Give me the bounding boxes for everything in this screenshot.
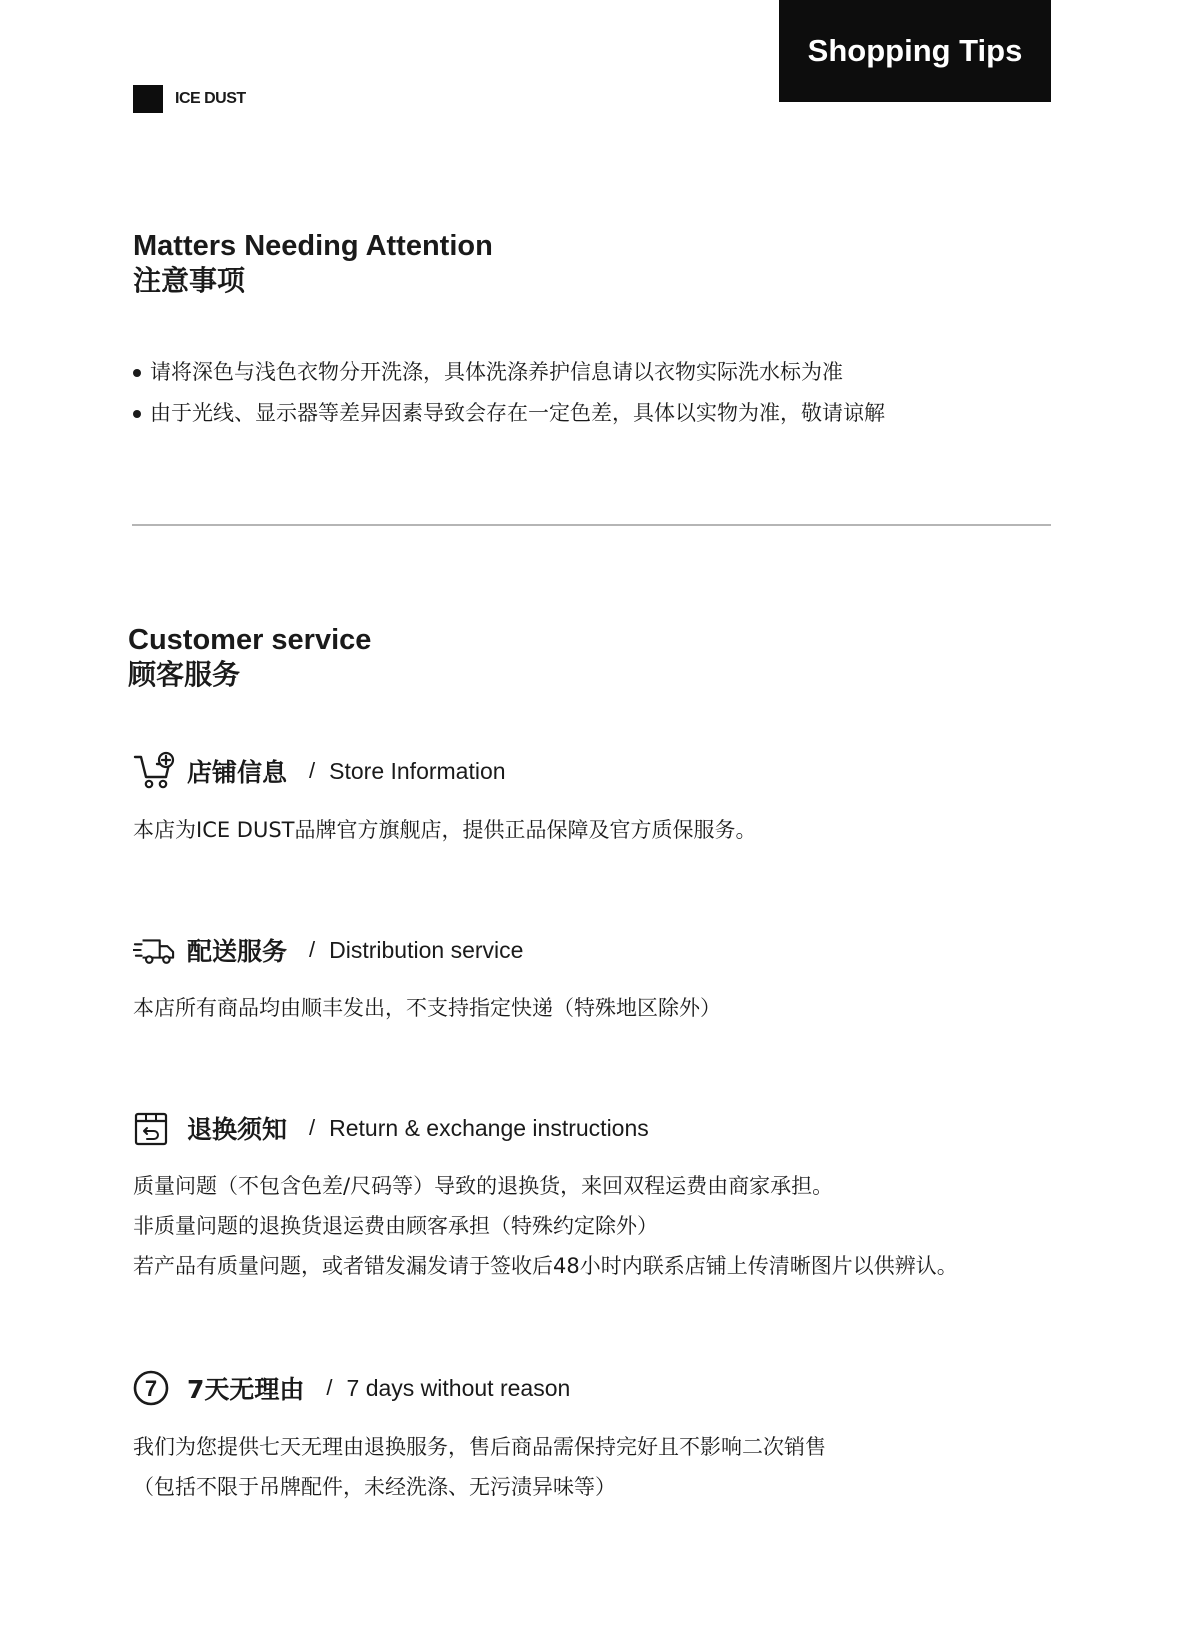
return-title-en: Return & exchange instructions [329, 1114, 649, 1141]
seven-icon-label: 7 [144, 1376, 158, 1401]
store-info-title-en: Store Information [329, 757, 506, 784]
return-box-icon [133, 1108, 175, 1148]
brand-name: ICE DUST [175, 90, 246, 107]
attention-title [133, 229, 493, 299]
section-divider [132, 524, 1051, 526]
seven-days-body [133, 1427, 826, 1507]
cart-plus-icon [133, 751, 175, 791]
brand-logo [133, 85, 246, 113]
list-item: 请将深色与浅色衣物分开洗涤，具体洗涤养护信息请以衣物实际洗水标为准 [133, 352, 885, 393]
body-line: 若产品有质量问题，或者错发漏发请于签收后48小时内联系店铺上传清晰图片以供辨认。 [133, 1254, 958, 1278]
body-line: 质量问题（不包含色差/尺码等）导致的退换货，来回双程运费由商家承担。 [133, 1174, 834, 1198]
return-heading [133, 1108, 649, 1148]
attention-title-cn: 注意事项 [133, 264, 246, 297]
body-line: （包括不限于吊牌配件，未经洗涤、无污渍异味等） [133, 1475, 616, 1499]
service-title-en: Customer service [128, 624, 372, 656]
shopping-tips-badge: Shopping Tips [779, 0, 1051, 102]
store-info-heading [133, 751, 506, 791]
distribution-body [133, 988, 721, 1028]
title-separator: / [309, 758, 316, 783]
title-separator: / [309, 937, 316, 962]
return-title-cn: 退换须知 [187, 1115, 288, 1144]
body-line: 本店所有商品均由顺丰发出，不支持指定快递（特殊地区除外） [133, 996, 721, 1020]
body-line: 非质量问题的退换货退运费由顾客承担（特殊约定除外） [133, 1214, 658, 1238]
body-line: 我们为您提供七天无理由退换服务，售后商品需保持完好且不影响二次销售 [133, 1435, 826, 1459]
return-body [133, 1166, 958, 1286]
bullet-dot-icon [133, 410, 141, 418]
seven-days-title-en: 7 days without reason [346, 1374, 571, 1401]
service-title-cn: 顾客服务 [128, 658, 241, 691]
attention-list [133, 352, 885, 434]
store-info-body [133, 810, 757, 850]
distribution-title-cn: 配送服务 [187, 937, 288, 966]
list-item: 由于光线、显示器等差异因素导致会存在一定色差，具体以实物为准，敬请谅解 [133, 393, 885, 434]
title-separator: / [309, 1115, 316, 1140]
seven-days-heading [133, 1368, 570, 1408]
distribution-heading [133, 930, 523, 970]
seven-circle-icon [133, 1368, 175, 1408]
attention-title-en: Matters Needing Attention [133, 230, 493, 262]
store-info-title-cn: 店铺信息 [187, 758, 288, 787]
distribution-title-en: Distribution service [329, 936, 524, 963]
seven-days-title-cn: 7天无理由 [187, 1375, 305, 1404]
bullet-dot-icon [133, 369, 141, 377]
service-title [128, 623, 371, 693]
delivery-truck-icon [133, 930, 175, 970]
brand-square-icon [133, 85, 163, 113]
body-line: 本店为ICE DUST品牌官方旗舰店，提供正品保障及官方质保服务。 [133, 818, 757, 842]
title-separator: / [326, 1375, 333, 1400]
